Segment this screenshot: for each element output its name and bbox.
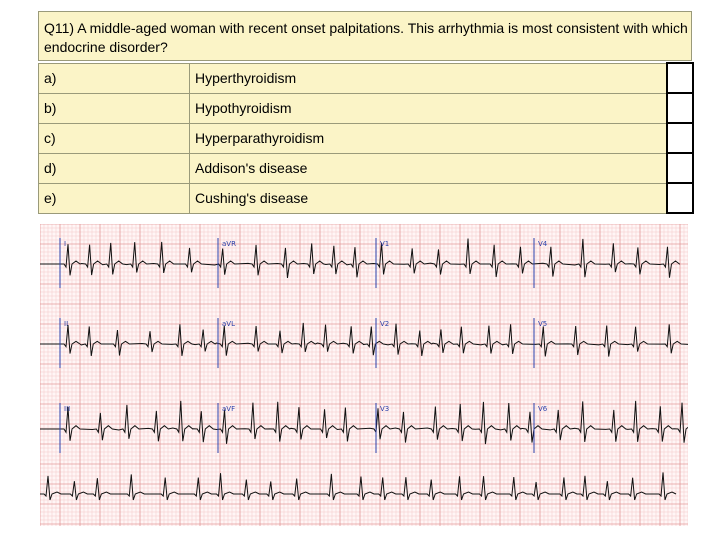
ecg-lead-label: V1 (380, 240, 390, 248)
ecg-strip-image (40, 224, 688, 526)
option-text: Hyperparathyroidism (190, 123, 668, 153)
answer-checkbox-c[interactable] (667, 123, 693, 153)
ecg-lead-label: V5 (538, 320, 548, 328)
ecg-lead-label: V2 (380, 320, 390, 328)
ecg-lead-label: V3 (380, 405, 390, 413)
ecg-lead-label: I (64, 240, 67, 248)
option-letter: b) (39, 93, 190, 123)
option-letter: c) (39, 123, 190, 153)
option-text: Cushing's disease (190, 183, 668, 213)
option-text: Addison's disease (190, 153, 668, 183)
question-box (38, 11, 692, 61)
option-letter: a) (39, 63, 190, 93)
question-text: Q11) A middle-aged woman with recent onset palpitations. This arrhythmia is most consistent with which endocrine disorder? (44, 20, 688, 55)
ecg-lead-label: aVL (222, 320, 235, 328)
ecg-lead-label: II (64, 320, 69, 328)
option-text: Hyperthyroidism (190, 63, 668, 93)
option-row-a[interactable] (39, 63, 694, 93)
answer-checkbox-a[interactable] (667, 63, 693, 93)
ecg-tracing (40, 224, 688, 526)
ecg-lead-label: V6 (538, 405, 548, 413)
ecg-lead-label: III (64, 405, 71, 413)
answer-checkbox-b[interactable] (667, 93, 693, 123)
option-row-d[interactable] (39, 153, 694, 183)
answer-checkbox-e[interactable] (667, 183, 693, 213)
option-row-c[interactable] (39, 123, 694, 153)
option-text: Hypothyroidism (190, 93, 668, 123)
answer-options-table (38, 62, 694, 214)
ecg-lead-label: V4 (538, 240, 548, 248)
answer-checkbox-d[interactable] (667, 153, 693, 183)
option-letter: d) (39, 153, 190, 183)
option-row-b[interactable] (39, 93, 694, 123)
option-row-e[interactable] (39, 183, 694, 213)
option-letter: e) (39, 183, 190, 213)
ecg-lead-label: aVR (222, 240, 236, 248)
ecg-lead-label: aVF (222, 405, 236, 413)
